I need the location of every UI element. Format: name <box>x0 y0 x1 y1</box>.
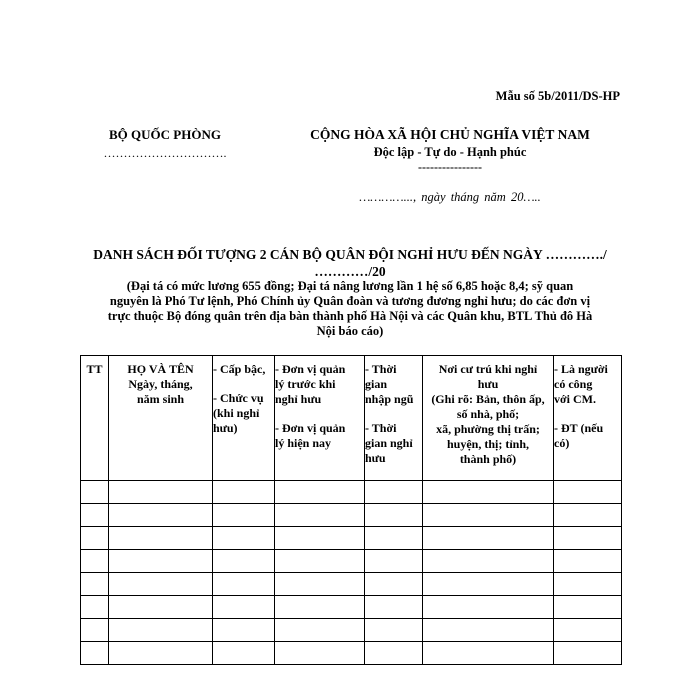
table-cell[interactable] <box>365 573 423 596</box>
table-cell[interactable] <box>213 550 275 573</box>
table-cell[interactable] <box>275 481 365 504</box>
table-cell[interactable] <box>213 481 275 504</box>
table-cell[interactable] <box>365 596 423 619</box>
table-cell[interactable] <box>213 504 275 527</box>
table-cell[interactable] <box>554 596 622 619</box>
table-row <box>81 550 622 573</box>
table-row <box>81 481 622 504</box>
table-cell[interactable] <box>423 504 554 527</box>
table-cell[interactable] <box>213 596 275 619</box>
subtitle-line-4: Nội báo cáo) <box>316 324 384 338</box>
table-cell[interactable] <box>81 527 109 550</box>
table-cell[interactable] <box>365 504 423 527</box>
subtitle-line-3: trực thuộc Bộ đóng quân trên địa bàn thành phố Hà Nội và các Quân khu, BTL Thủ đô Hà <box>107 309 593 323</box>
table-cell[interactable] <box>554 573 622 596</box>
form-number: Mẫu số 5b/2011/DS-HP <box>495 89 620 103</box>
personnel-table <box>80 355 622 665</box>
table-row <box>81 596 622 619</box>
header-residence: Nơi cư trú khi nghỉ hưu (Ghi rõ: Bản, thôn ấp, số nhà, phố; xã, phường thị trấn; huyện, thị; tỉnh, thành phố) <box>423 356 554 481</box>
header-tt: TT <box>81 356 109 481</box>
national-motto: Độc lập - Tự do - Hạnh phúc <box>373 145 527 159</box>
unit-placeholder-dots: …………………………. <box>103 146 227 160</box>
table-row <box>81 573 622 596</box>
table-cell[interactable] <box>81 550 109 573</box>
table-cell[interactable] <box>423 596 554 619</box>
table-cell[interactable] <box>365 619 423 642</box>
document-title <box>80 246 620 280</box>
table-cell[interactable] <box>109 573 213 596</box>
table-cell[interactable] <box>365 642 423 665</box>
table-cell[interactable] <box>423 642 554 665</box>
table-row <box>81 642 622 665</box>
table-cell[interactable] <box>81 573 109 596</box>
table-cell[interactable] <box>81 619 109 642</box>
table-cell[interactable] <box>365 481 423 504</box>
table-cell[interactable] <box>109 642 213 665</box>
table-row <box>81 619 622 642</box>
table-cell[interactable] <box>423 573 554 596</box>
table-cell[interactable] <box>365 550 423 573</box>
table-cell[interactable] <box>423 527 554 550</box>
table-cell[interactable] <box>365 527 423 550</box>
motto-underline: ---------------- <box>418 160 482 174</box>
subtitle-line-1: (Đại tá có mức lương 655 đồng; Đại tá nâng lương lần 1 hệ số 6,85 hoặc 8,4; sỹ quan <box>126 279 574 293</box>
table-cell[interactable] <box>213 642 275 665</box>
table-cell[interactable] <box>81 642 109 665</box>
table-cell[interactable] <box>554 481 622 504</box>
header-service-time: - Thời gian nhập ngũ - Thời gian nghỉ hưu <box>365 356 423 481</box>
table-cell[interactable] <box>81 504 109 527</box>
table-cell[interactable] <box>275 573 365 596</box>
table-cell[interactable] <box>423 619 554 642</box>
table-header-row <box>81 356 622 481</box>
table-cell[interactable] <box>275 596 365 619</box>
table-cell[interactable] <box>213 573 275 596</box>
header-merit-phone: - Là người có công với CM. - ĐT (nếu có) <box>554 356 622 481</box>
subtitle-line-2: nguyên là Phó Tư lệnh, Phó Chính ủy Quân đoàn và tương đương nghỉ hưu; do các đơn vị <box>109 294 591 308</box>
table-cell[interactable] <box>213 619 275 642</box>
table-body <box>81 481 622 665</box>
title-line-2: …………/20 <box>314 264 386 279</box>
header-full-name: HỌ VÀ TÊN Ngày, tháng, năm sinh <box>109 356 213 481</box>
table-cell[interactable] <box>554 619 622 642</box>
header-rank-position: - Cấp bậc, - Chức vụ (khi nghỉ hưu) <box>213 356 275 481</box>
date-line: …………..., ngày tháng năm 20….. <box>359 190 541 204</box>
table-cell[interactable] <box>554 642 622 665</box>
table-cell[interactable] <box>109 481 213 504</box>
table-cell[interactable] <box>213 527 275 550</box>
table-cell[interactable] <box>109 527 213 550</box>
table-cell[interactable] <box>81 596 109 619</box>
table-cell[interactable] <box>275 619 365 642</box>
table-cell[interactable] <box>554 504 622 527</box>
table-cell[interactable] <box>275 527 365 550</box>
ministry-name: BỘ QUỐC PHÒNG <box>109 127 221 142</box>
table-cell[interactable] <box>81 481 109 504</box>
table-row <box>81 527 622 550</box>
table-cell[interactable] <box>275 642 365 665</box>
table-cell[interactable] <box>109 596 213 619</box>
document-subtitle <box>80 279 620 339</box>
table-cell[interactable] <box>109 619 213 642</box>
country-name: CỘNG HÒA XÃ HỘI CHỦ NGHĨA VIỆT NAM <box>310 127 590 142</box>
table-cell[interactable] <box>423 550 554 573</box>
table-cell[interactable] <box>423 481 554 504</box>
table-row <box>81 504 622 527</box>
title-line-1: DANH SÁCH ĐỐI TƯỢNG 2 CÁN BỘ QUÂN ĐỘI NGHỈ HƯU ĐẾN NGÀY …………./ <box>93 247 607 262</box>
table-cell[interactable] <box>109 550 213 573</box>
table-cell[interactable] <box>109 504 213 527</box>
table-cell[interactable] <box>275 504 365 527</box>
table-cell[interactable] <box>554 527 622 550</box>
table-cell[interactable] <box>554 550 622 573</box>
header-managing-unit: - Đơn vị quản lý trước khi nghỉ hưu - Đơn vị quản lý hiện nay <box>275 356 365 481</box>
table-cell[interactable] <box>275 550 365 573</box>
